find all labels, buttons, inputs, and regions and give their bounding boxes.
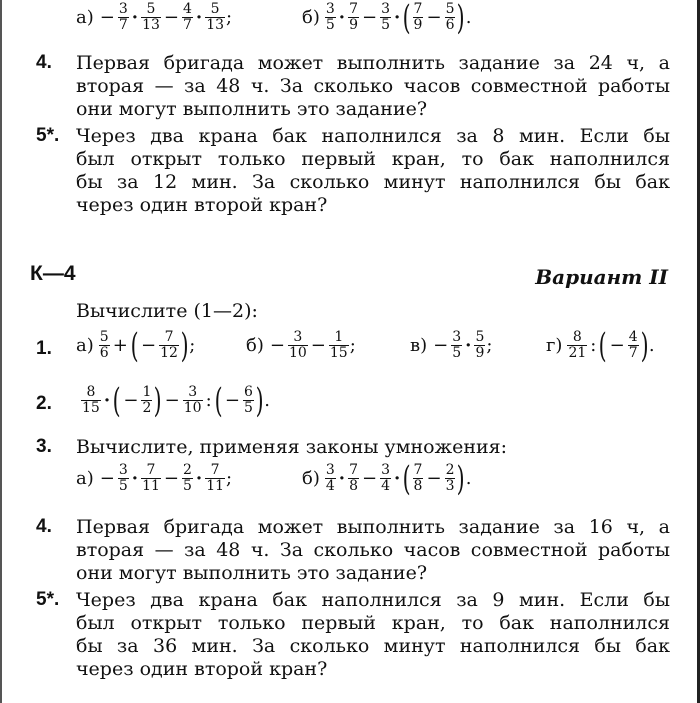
op: −	[163, 468, 179, 489]
times: ·	[338, 468, 346, 489]
op: −	[310, 335, 326, 356]
numerator: 7	[210, 462, 220, 478]
punct: .	[465, 468, 472, 489]
upper-task4-number: 4.	[36, 52, 52, 73]
fraction	[474, 330, 485, 361]
task4-text	[76, 516, 670, 585]
times: ·	[338, 7, 346, 28]
numerator: 4	[182, 1, 192, 17]
text-line: вторая — за 48 ч. За сколько часов совместной работы	[76, 539, 670, 561]
fraction	[288, 330, 308, 361]
numerator: 3	[293, 329, 303, 345]
denominator: 7	[628, 345, 638, 361]
fraction	[451, 330, 462, 361]
numerator: 1	[142, 384, 152, 400]
times: ·	[394, 468, 401, 489]
denominator: 11	[142, 478, 160, 494]
label: а)	[76, 468, 94, 489]
op: −	[269, 335, 285, 356]
denominator: 9	[349, 17, 358, 33]
numerator: 7	[164, 329, 174, 345]
denominator: 8	[413, 478, 423, 494]
numerator: 5	[475, 329, 485, 345]
fraction	[205, 463, 225, 494]
punct: .	[264, 390, 270, 411]
numerator: 4	[628, 329, 638, 345]
text-line: они могут выполнить это задание?	[76, 562, 428, 584]
label: б)	[246, 335, 264, 356]
denominator: 9	[475, 345, 485, 361]
paren-open: (	[402, 458, 411, 499]
numerator: 3	[325, 1, 335, 17]
denominator: 5	[182, 478, 192, 494]
text-line: Вычислите, применяя законы умножения:	[76, 436, 508, 458]
upper-task3-a	[76, 2, 232, 33]
task3-number: 3.	[36, 436, 52, 457]
text-line: Через два крана бак наполнился за 9 мин. Если бы	[76, 589, 670, 611]
upper-task4-text	[76, 52, 670, 121]
task2-number: 2.	[36, 393, 52, 414]
fraction	[99, 330, 110, 361]
denominator: 5	[452, 345, 462, 361]
denominator: 9	[413, 17, 423, 33]
fraction	[205, 2, 225, 33]
fraction	[141, 385, 152, 416]
label: в)	[410, 335, 428, 356]
punct: ;	[226, 468, 233, 489]
op: −	[224, 390, 241, 411]
denominator: 13	[142, 17, 160, 33]
numerator: 7	[349, 462, 358, 478]
denominator: 12	[160, 345, 178, 361]
paren-open: (	[599, 325, 607, 366]
op: +	[112, 335, 128, 356]
denominator: 10	[288, 345, 307, 361]
denominator: 6	[99, 345, 109, 361]
instruction: Вычислите (1—2):	[76, 300, 258, 322]
task5-text	[76, 589, 670, 681]
text-line: они могут выполнить это задание?	[76, 98, 428, 120]
label: б)	[302, 468, 320, 489]
denominator: 7	[118, 17, 128, 33]
op: −	[123, 390, 139, 411]
op: −	[426, 468, 442, 489]
numerator: 5	[99, 329, 109, 345]
numerator: 2	[445, 462, 455, 478]
label: г)	[546, 335, 563, 356]
fraction	[567, 330, 587, 361]
text-line: через один второй кран?	[76, 658, 328, 680]
upper-task5-number: 5*.	[36, 125, 60, 146]
task1-number: 1.	[36, 338, 52, 359]
text-line: через один второй кран?	[76, 194, 328, 216]
fraction	[628, 330, 639, 361]
op: ·	[131, 468, 139, 489]
fraction	[141, 463, 161, 494]
paren-open: (	[130, 325, 139, 366]
denominator: 6	[445, 17, 455, 33]
fraction	[159, 330, 179, 361]
denominator: 4	[325, 478, 335, 494]
denominator: 5	[325, 17, 335, 33]
text-line: Первая бригада может выполнить задание за 16 ч, а	[76, 516, 670, 538]
fraction	[182, 463, 193, 494]
op: −	[99, 468, 115, 489]
numerator: 7	[413, 1, 423, 17]
numerator: 1	[334, 329, 344, 345]
op: ·	[195, 7, 203, 28]
fraction	[182, 2, 193, 33]
denominator: 21	[568, 345, 587, 361]
fraction	[118, 463, 129, 494]
punct: .	[465, 7, 472, 28]
fraction	[445, 463, 456, 494]
numerator: 8	[572, 329, 582, 345]
fraction	[183, 385, 203, 416]
op: −	[426, 7, 442, 28]
times: ·	[394, 7, 401, 28]
punct: ;	[486, 335, 493, 356]
denominator: 11	[206, 478, 225, 494]
denominator: 13	[206, 17, 225, 33]
denominator: 10	[183, 400, 202, 416]
upper-task3-a-label: а)	[76, 7, 94, 28]
paren-close: )	[255, 380, 264, 421]
task5-number: 5*.	[36, 589, 60, 610]
task3-a	[76, 463, 232, 494]
fraction	[348, 2, 359, 33]
task1-v	[410, 330, 492, 361]
upper-task5-text	[76, 125, 670, 217]
text-line: бы за 12 мин. За сколько минут наполнился бы бак	[76, 171, 670, 193]
denominator: 8	[349, 478, 358, 494]
op: −	[361, 7, 378, 28]
paren-close: )	[457, 0, 466, 38]
numerator: 8	[86, 384, 96, 400]
punct: ;	[226, 7, 233, 28]
section-code: К—4	[30, 262, 76, 285]
denominator: 4	[381, 478, 390, 494]
op: ·	[195, 468, 203, 489]
punct: ;	[189, 335, 196, 356]
fraction	[118, 2, 129, 33]
paren-open: (	[402, 0, 411, 38]
fraction	[380, 2, 391, 33]
numerator: 5	[146, 1, 156, 17]
numerator: 3	[118, 462, 128, 478]
numerator: 7	[146, 462, 156, 478]
numerator: 3	[381, 1, 390, 17]
punct: ;	[349, 335, 356, 356]
fraction	[325, 463, 336, 494]
task1-b	[246, 330, 356, 361]
op: −	[99, 7, 115, 28]
times: ·	[103, 390, 111, 411]
fraction	[243, 385, 254, 416]
paren-open: (	[214, 380, 223, 421]
op: :	[205, 390, 212, 411]
op: −	[361, 468, 378, 489]
label: а)	[76, 335, 94, 356]
punct: .	[648, 335, 655, 356]
numerator: 7	[349, 1, 358, 17]
task4-number: 4.	[36, 516, 52, 537]
op: ·	[131, 7, 139, 28]
numerator: 7	[413, 462, 423, 478]
fraction	[348, 463, 359, 494]
fraction	[413, 2, 424, 33]
denominator: 2	[142, 400, 152, 416]
page-border-left	[0, 0, 2, 703]
numerator: 6	[244, 384, 253, 400]
text-line: вторая — за 48 ч. За сколько часов совместной работы	[76, 75, 670, 97]
task2-expression	[80, 380, 270, 421]
numerator: 5	[445, 1, 455, 17]
task1-g	[546, 325, 655, 366]
op: −	[433, 335, 449, 356]
numerator: 2	[182, 462, 192, 478]
denominator: 15	[82, 400, 100, 416]
op: −	[609, 335, 625, 356]
numerator: 3	[118, 1, 128, 17]
denominator: 15	[329, 345, 348, 361]
text-line: бы за 36 мин. За сколько минут наполнился бы бак	[76, 635, 670, 657]
op: −	[164, 390, 180, 411]
text-line: Первая бригада может выполнить задание за 24 ч, а	[76, 52, 670, 74]
fraction	[413, 463, 424, 494]
fraction	[329, 330, 349, 361]
fraction	[325, 2, 336, 33]
fraction	[445, 2, 456, 33]
upper-task3-b-label: б)	[302, 7, 320, 28]
numerator: 3	[188, 384, 198, 400]
times: ·	[465, 335, 472, 356]
denominator: 5	[118, 478, 128, 494]
denominator: 3	[445, 478, 455, 494]
text-line: был открыт только первый кран, то бак наполнился	[76, 148, 670, 170]
paren-close: )	[180, 325, 189, 366]
task3-b	[302, 458, 472, 499]
paren-close: )	[457, 458, 466, 499]
denominator: 5	[381, 17, 390, 33]
fraction	[81, 385, 101, 416]
op: :	[590, 335, 597, 356]
fraction	[380, 463, 391, 494]
op: −	[141, 335, 157, 356]
text-line: был открыт только первый кран, то бак наполнился	[76, 612, 670, 634]
upper-task3-b	[302, 0, 472, 38]
task1-a	[76, 325, 196, 366]
paren-open: (	[112, 380, 121, 421]
variant-title: Вариант II	[535, 265, 668, 289]
numerator: 3	[325, 462, 335, 478]
denominator: 5	[244, 400, 253, 416]
numerator: 3	[452, 329, 462, 345]
task3-text	[76, 436, 670, 459]
paren-close: )	[154, 380, 163, 421]
denominator: 7	[182, 17, 192, 33]
text-line: Через два крана бак наполнился за 8 мин. Если бы	[76, 125, 670, 147]
paren-close: )	[640, 325, 649, 366]
numerator: 3	[381, 462, 390, 478]
fraction	[141, 2, 161, 33]
op: −	[163, 7, 179, 28]
numerator: 5	[210, 1, 220, 17]
